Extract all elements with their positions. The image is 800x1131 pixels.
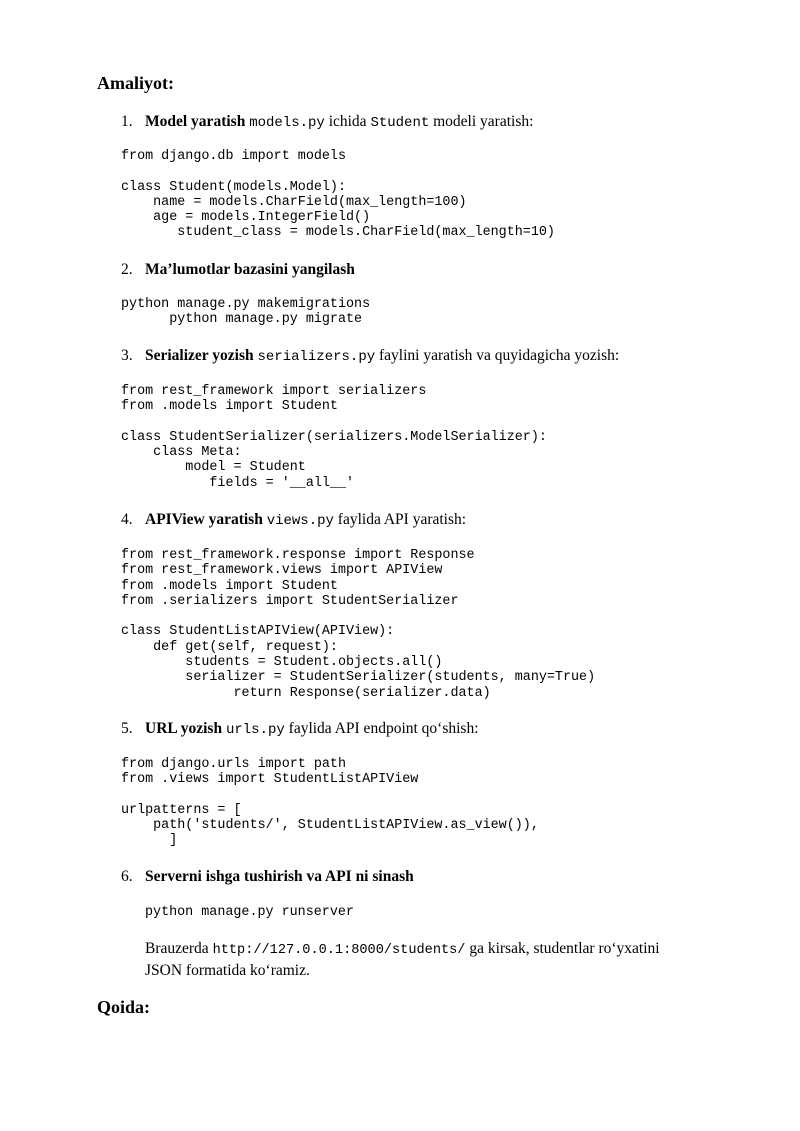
code-line: from rest_framework import serializers <box>121 384 427 399</box>
code-line: def get(self, request): <box>121 639 338 655</box>
code-line: from .models import Student <box>121 399 338 415</box>
step-text: faylini yaratish va quyidagicha yozish: <box>375 347 620 364</box>
inline-code: serializers.py <box>257 349 376 365</box>
step-6-paragraph <box>145 939 685 981</box>
paragraph-text: Brauzerda <box>145 940 213 957</box>
inline-code: models.py <box>249 115 325 131</box>
code-line: from .serializers import StudentSerializer <box>121 593 459 609</box>
paragraph-text: ga kirsak, studentlar ro‘yxatini JSON formatida ko‘ramiz. <box>145 940 660 979</box>
code-line: class StudentListAPIView(APIView): <box>121 624 395 640</box>
code-line <box>121 415 547 430</box>
code-line: class Student(models.Model): <box>121 179 346 195</box>
code-line: return Response(serializer.data) <box>121 685 491 701</box>
code-line: class StudentSerializer(serializers.ModelSerializer): <box>121 429 547 445</box>
step-bold-title: Serverni ishga tushirish va API ni sinash <box>145 868 414 885</box>
code-line <box>121 164 555 179</box>
inline-code-url: http://127.0.0.1:8000/students/ <box>212 943 466 958</box>
step-number: 4. <box>121 511 133 528</box>
code-line: from rest_framework.views import APIView <box>121 563 443 579</box>
code-line <box>121 609 595 624</box>
step-1-title <box>121 113 533 131</box>
step-bold-title: Serializer yozish <box>145 347 254 364</box>
code-line: age = models.IntegerField() <box>121 210 371 226</box>
code-line: urlpatterns = [ <box>121 802 242 818</box>
step-text: ichida <box>324 113 371 130</box>
code-line: from django.urls import path <box>121 757 346 772</box>
heading-amaliyot: Amaliyot: <box>97 73 174 93</box>
code-line: student_class = models.CharField(max_length=10) <box>121 225 555 241</box>
inline-code: views.py <box>266 513 334 529</box>
code-block-6 <box>145 905 354 920</box>
step-3-title <box>121 347 619 365</box>
code-line: from .views import StudentListAPIView <box>121 772 419 788</box>
inline-code: Student <box>370 115 430 131</box>
step-bold-title: URL yozish <box>145 720 223 737</box>
step-2-title <box>121 261 355 279</box>
step-6-title <box>121 868 414 886</box>
step-number: 2. <box>121 261 133 278</box>
step-number: 6. <box>121 868 133 885</box>
step-4-title <box>121 511 466 529</box>
heading-qoida: Qoida: <box>97 997 151 1017</box>
code-line: serializer = StudentSerializer(students, many=True) <box>121 670 596 686</box>
code-line: from .models import Student <box>121 578 338 594</box>
code-block-3 <box>121 384 547 491</box>
code-line: python manage.py runserver <box>145 905 354 920</box>
code-line: from django.db import models <box>121 149 346 164</box>
step-text: faylida API yaratish: <box>333 511 467 528</box>
code-block-1 <box>121 149 555 241</box>
code-block-5 <box>121 757 539 849</box>
step-number: 5. <box>121 720 133 737</box>
code-block-2 <box>121 297 370 328</box>
code-line: ] <box>121 833 178 849</box>
code-line: name = models.CharField(max_length=100) <box>121 194 467 210</box>
step-bold-title: APIView yaratish <box>145 511 263 528</box>
code-line: from rest_framework.response import Response <box>121 548 475 563</box>
code-line: python manage.py migrate <box>121 312 363 328</box>
step-5-title <box>121 720 479 738</box>
code-line: python manage.py makemigrations <box>121 297 371 312</box>
step-text: faylida API endpoint qo‘shish: <box>284 720 479 737</box>
step-number: 3. <box>121 347 133 364</box>
step-bold-title: Model yaratish <box>145 113 246 130</box>
code-line <box>121 788 539 803</box>
code-line: class Meta: <box>121 445 242 461</box>
step-bold-title: Ma’lumotlar bazasini yangilash <box>145 261 355 278</box>
step-text: modeli yaratish: <box>429 113 534 130</box>
step-number: 1. <box>121 113 133 130</box>
code-block-4 <box>121 548 595 701</box>
code-line: fields = '__all__' <box>121 475 355 491</box>
code-line: path('students/', StudentListAPIView.as_view()), <box>121 818 539 834</box>
inline-code: urls.py <box>225 722 285 738</box>
code-line: students = Student.objects.all() <box>121 655 443 671</box>
code-line: model = Student <box>121 460 306 476</box>
